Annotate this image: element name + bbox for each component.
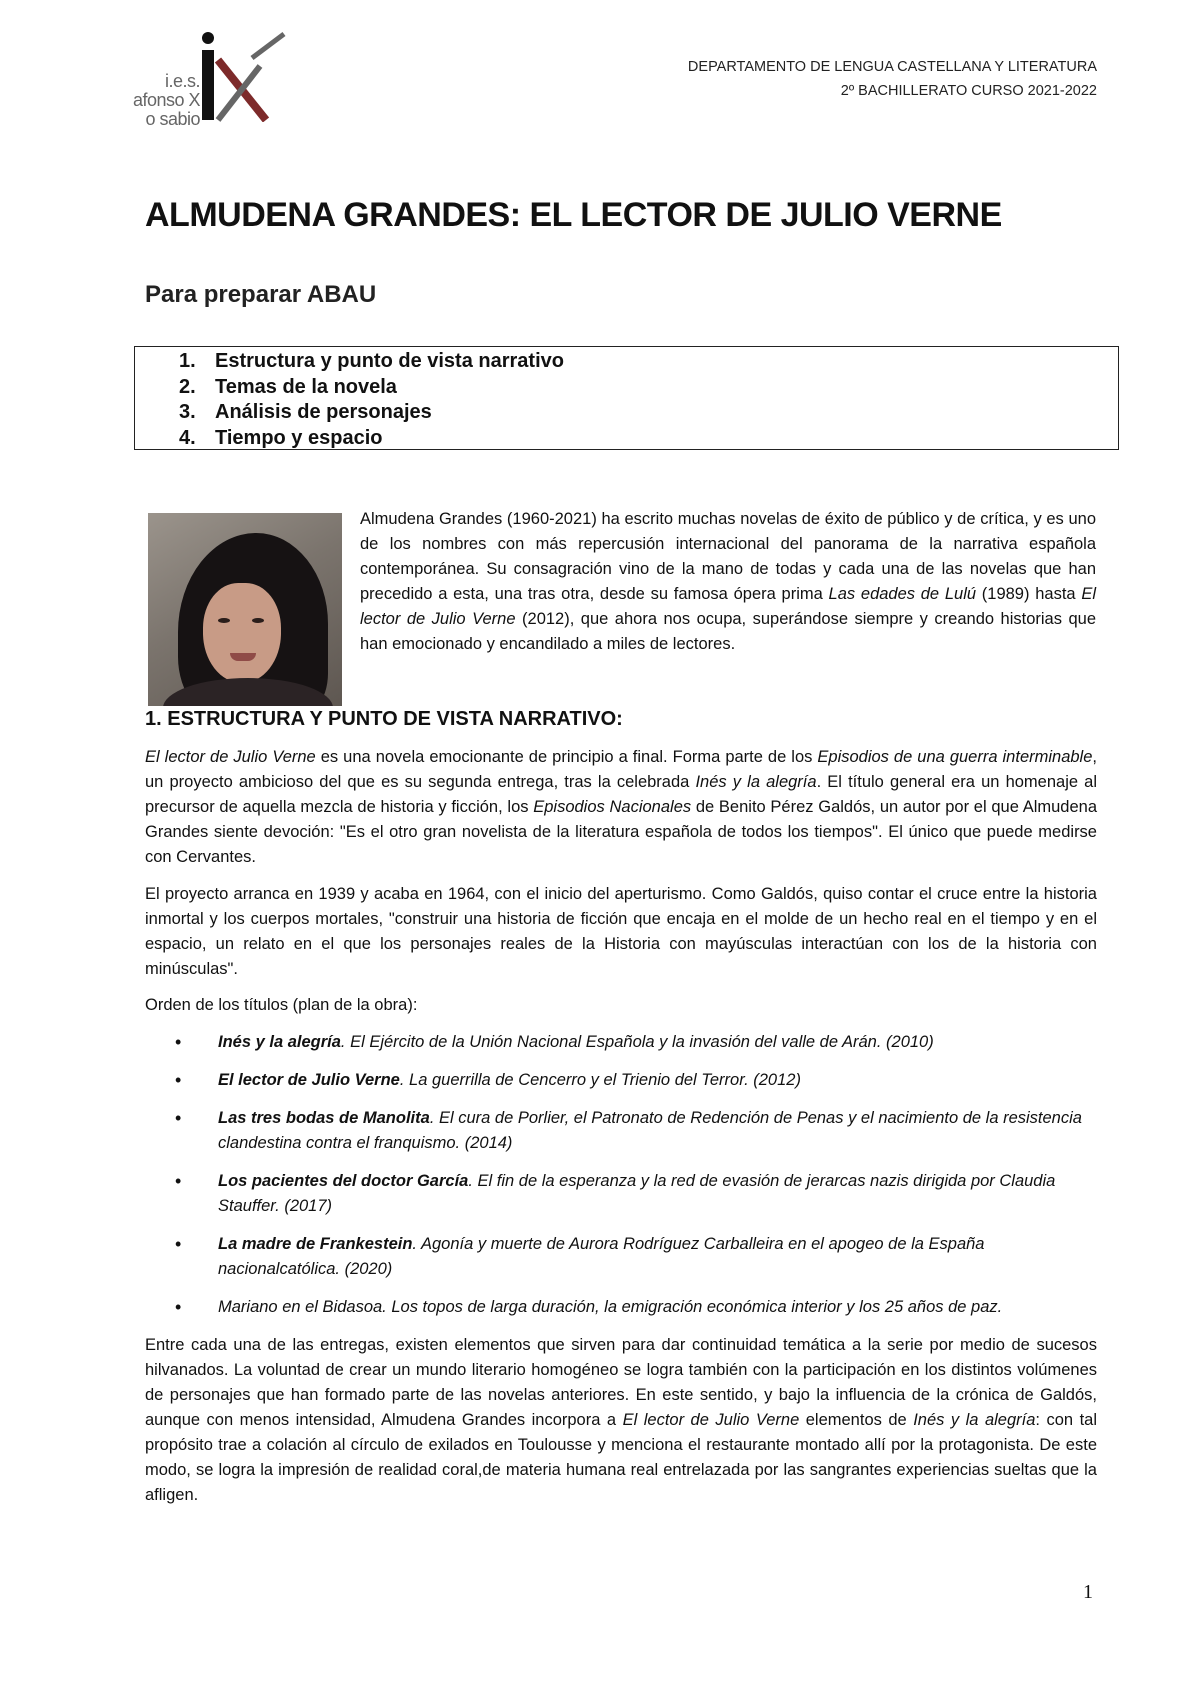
logo-ix-mark-icon bbox=[188, 30, 288, 122]
paragraph: El lector de Julio Verne es una novela emocionante de principio a final. Forma parte de los Episodios de una guerra interminable, un proyecto ambicioso del que es su segunda entrega, tras la celebrada Inés y la alegría. El título general era un homenaje al precursor de aquella mezcla de historia y ficción, los Episodios Nacionales de Benito Pérez Galdós, un autor por el que Almudena Grandes siente devoción: "Es el otro gran novelista de la literatura española de todos los tiempos". El único que puede medirse con Cervantes. bbox=[145, 748, 1098, 866]
logo-line-ies: i.e.s. bbox=[164, 71, 200, 91]
list-item: • Los pacientes del doctor García. El fin de la esperanza y la red de evasión de jerarcas nazis dirigida por Claudia Stauffer. (2017) bbox=[145, 1169, 1097, 1219]
toc-item: 3. Análisis de personajes bbox=[179, 401, 432, 423]
list-item: • Las tres bodas de Manolita. El cura de Porlier, el Patronato de Redención de Penas y el nacimiento de la resistencia clandestina contra el franquismo. (2014) bbox=[145, 1106, 1097, 1156]
logo-line-sabio: o sabio bbox=[145, 108, 200, 129]
toc-item: 4. Tiempo y espacio bbox=[179, 426, 383, 449]
toc-item: 2. Temas de la novela bbox=[179, 375, 397, 398]
titles-list bbox=[145, 1030, 1097, 1333]
department-label: DEPARTAMENTO DE LENGUA CASTELLANA Y LITERATURA bbox=[687, 59, 1097, 75]
author-photo bbox=[148, 513, 342, 706]
page-number: 1 bbox=[1083, 1581, 1093, 1603]
toc-item: 1. Estructura y punto de vista narrativo bbox=[179, 350, 564, 372]
logo-line-afonso: afonso X bbox=[132, 89, 200, 110]
page-title: ALMUDENA GRANDES: EL LECTOR DE JULIO VERNE bbox=[145, 196, 1002, 234]
list-item: • El lector de Julio Verne. La guerrilla de Cencerro y el Trienio del Terror. (2012) bbox=[145, 1068, 1097, 1093]
intro-paragraph: Almudena Grandes (1960-2021) ha escrito muchas novelas de éxito de público y de crítica, y es uno de los nombres con más repercusión internacional del panorama de la narrativa española contemporánea. Su consagración vino de la mano de todas y cada una de las novelas que han precedido a esta, una tras otra, desde su famosa ópera prima Las edades de Lulú (1989) hasta El lector de Julio Verne (2012), que ahora nos ocupa, superándose siempre y creando historias que han emocionado y encandilado a miles de lectores. bbox=[360, 510, 1096, 653]
list-item: • Inés y la alegría. El Ejército de la Unión Nacional Española y la invasión del valle de Arán. (2010) bbox=[145, 1030, 1097, 1055]
header-info bbox=[688, 55, 1097, 103]
paragraph: Orden de los títulos (plan de la obra): bbox=[145, 996, 418, 1014]
table-of-contents bbox=[134, 346, 1119, 450]
paragraph: Entre cada una de las entregas, existen elementos que sirven para dar continuidad temática a la serie por medio de sucesos hilvanados. La voluntad de crear un mundo literario homogéneo se logra también con la participación en los distintos volúmenes de personajes que han formado parte de las novelas anteriores. En este sentido, y bajo la influencia de la crónica de Galdós, aunque con menos intensidad, Almudena Grandes incorpora a El lector de Julio Verne elementos de Inés y la alegría: con tal propósito trae a colación al círculo de exilados en Toulousse y menciona el restaurante montado allí por la protagonista. De este modo, se logra la impresión de realidad coral,de materia humana real entrelazada por las sangrantes experiencias sueltas que la afligen. bbox=[145, 1336, 1097, 1504]
school-logo bbox=[118, 30, 288, 129]
list-item: • Mariano en el Bidasoa. Los topos de larga duración, la emigración económica interior y los 25 años de paz. bbox=[145, 1295, 1097, 1320]
paragraph: El proyecto arranca en 1939 y acaba en 1964, con el inicio del aperturismo. Como Galdós, quiso contar el cruce entre la historia inmortal y los cuerpos mortales, "construir una historia de ficción que encaja en el molde de un hecho real en el tiempo y en el espacio, un relato en el que los personajes reales de la Historia con mayúsculas interactúan con los de la historia con minúsculas". bbox=[145, 885, 1097, 978]
page-subtitle: Para preparar ABAU bbox=[145, 281, 377, 308]
list-item: • La madre de Frankestein. Agonía y muerte de Aurora Rodríguez Carballeira en el apogeo de la España nacionalcatólica. (2020) bbox=[145, 1232, 1097, 1282]
section-heading: 1. ESTRUCTURA Y PUNTO DE VISTA NARRATIVO: bbox=[145, 708, 623, 730]
course-label: 2º BACHILLERATO CURSO 2021-2022 bbox=[840, 83, 1097, 99]
